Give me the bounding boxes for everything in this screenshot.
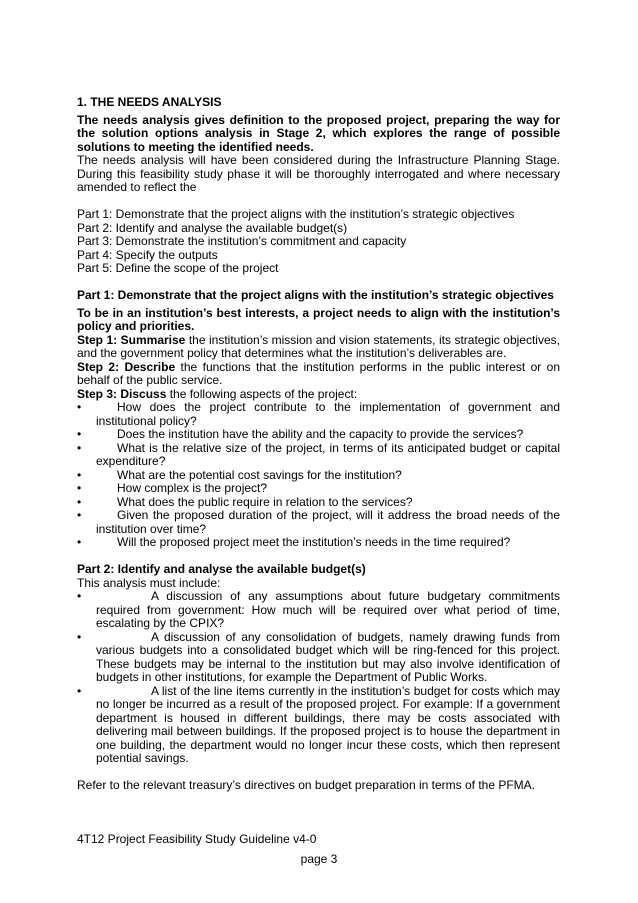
bullet-icon: • [77, 494, 82, 509]
bullet-icon: • [77, 467, 82, 482]
bullet-icon: • [77, 589, 82, 603]
step1 [77, 334, 560, 361]
part2-lead: This analysis must include: [77, 575, 221, 590]
step2-text: the functions that the institution performs in the public interest or on behalf of the public service. [77, 359, 560, 387]
list-item: • A discussion of any assumptions about future budgetary commitments required from government: How much will be required over what period of time, escalating by the CPIX? [77, 589, 560, 630]
step2-label: Step 2: Describe [77, 359, 176, 374]
parts-item: Part 1: Demonstrate that the project aligns with the institution’s strategic objectives [77, 207, 515, 221]
step3 [77, 388, 560, 402]
step1-text: the institution’s mission and vision statements, its strategic objectives, and the government policy that determines what the institution’s deliverables are. [77, 332, 560, 360]
parts-item: Part 3: Demonstrate the institution’s commitment and capacity [77, 234, 407, 248]
bullet-icon: • [77, 481, 82, 495]
step1-label: Step 1: Summarise [77, 332, 186, 347]
list-item: • What are the potential cost savings for the institution? [77, 467, 402, 482]
bullet-icon: • [77, 440, 82, 455]
intro-text: The needs analysis will have been considered during the Infrastructure Planning Stage. During this feasibility study phase it will be thoroughly interrogated and where necessary amended to reflect the [77, 153, 560, 194]
bullet-icon: • [77, 683, 82, 698]
step2 [77, 361, 560, 388]
document-body [77, 96, 560, 793]
step3-text: the following aspects of the project: [166, 386, 358, 401]
intro-bold: The needs analysis gives definition to the proposed project, preparing the way for the solution options analysis in Stage 2, which explores the range of possible solutions to meeting the identified needs. [77, 112, 560, 154]
step3-label: Step 3: Discuss [77, 386, 167, 401]
list-item: • Given the proposed duration of the project, will it address the broad needs of the institution over time? [77, 508, 560, 536]
closing-text: Refer to the relevant treasury’s directives on budget preparation in terms of the PFMA. [77, 778, 536, 792]
bullet-icon: • [77, 427, 82, 441]
bullet-icon: • [77, 508, 82, 522]
list-item: • Will the proposed project meet the institution’s needs in the time required? [77, 535, 511, 549]
list-item: • A list of the line items currently in the institution’s budget for costs which may no longer be incurred as a result of the proposed project. For example: If a government department is housed in different buildings, there may be costs associated with delivering mail between buildings. If the proposed project is to house the department in one building, the department would no longer incur these costs, which then represent potential savings. [77, 683, 560, 765]
parts-item: Part 2: Identify and analyse the available budget(s) [77, 220, 348, 235]
parts-item: Part 4: Specify the outputs [77, 247, 218, 262]
part1-title: Part 1: Demonstrate that the project aligns with the institution’s strategic objectives [77, 288, 554, 302]
section-heading: 1. THE NEEDS ANALYSIS [77, 95, 222, 109]
bullet-icon: • [77, 629, 82, 644]
list-item: • What does the public require in relation to the services? [77, 494, 413, 509]
parts-item: Part 5: Define the scope of the project [77, 261, 279, 275]
list-item: • Does the institution have the ability and the capacity to provide the services? [77, 427, 524, 441]
list-item: • How complex is the project? [77, 481, 268, 495]
bullet-icon: • [77, 400, 82, 414]
list-item: • How does the project contribute to the implementation of government and institutional policy? [77, 400, 560, 428]
parts-list [77, 208, 560, 276]
part1-lead: To be in an institution’s best interests, a project needs to align with the institution’s policy and priorities. [77, 305, 560, 333]
page-number: page 3 [300, 852, 338, 866]
bullet-icon: • [77, 535, 82, 549]
list-item: • What is the relative size of the project, in terms of its anticipated budget or capital expenditure? [77, 440, 560, 468]
list-item: • A discussion of any consolidation of budgets, namely drawing funds from various budgets into a consolidated budget which will be ring-fenced for this project. These budgets may be internal to the institution but may also involve identification of budgets in other institutions, for example the Department of Public Works. [77, 629, 560, 684]
part2-title: Part 2: Identify and analyse the available budget(s) [77, 562, 366, 576]
footer: 4T12 Project Feasibility Study Guideline v4-0 [77, 832, 317, 846]
part1-bullet-list [77, 401, 560, 550]
part2-bullet-list [77, 590, 560, 766]
